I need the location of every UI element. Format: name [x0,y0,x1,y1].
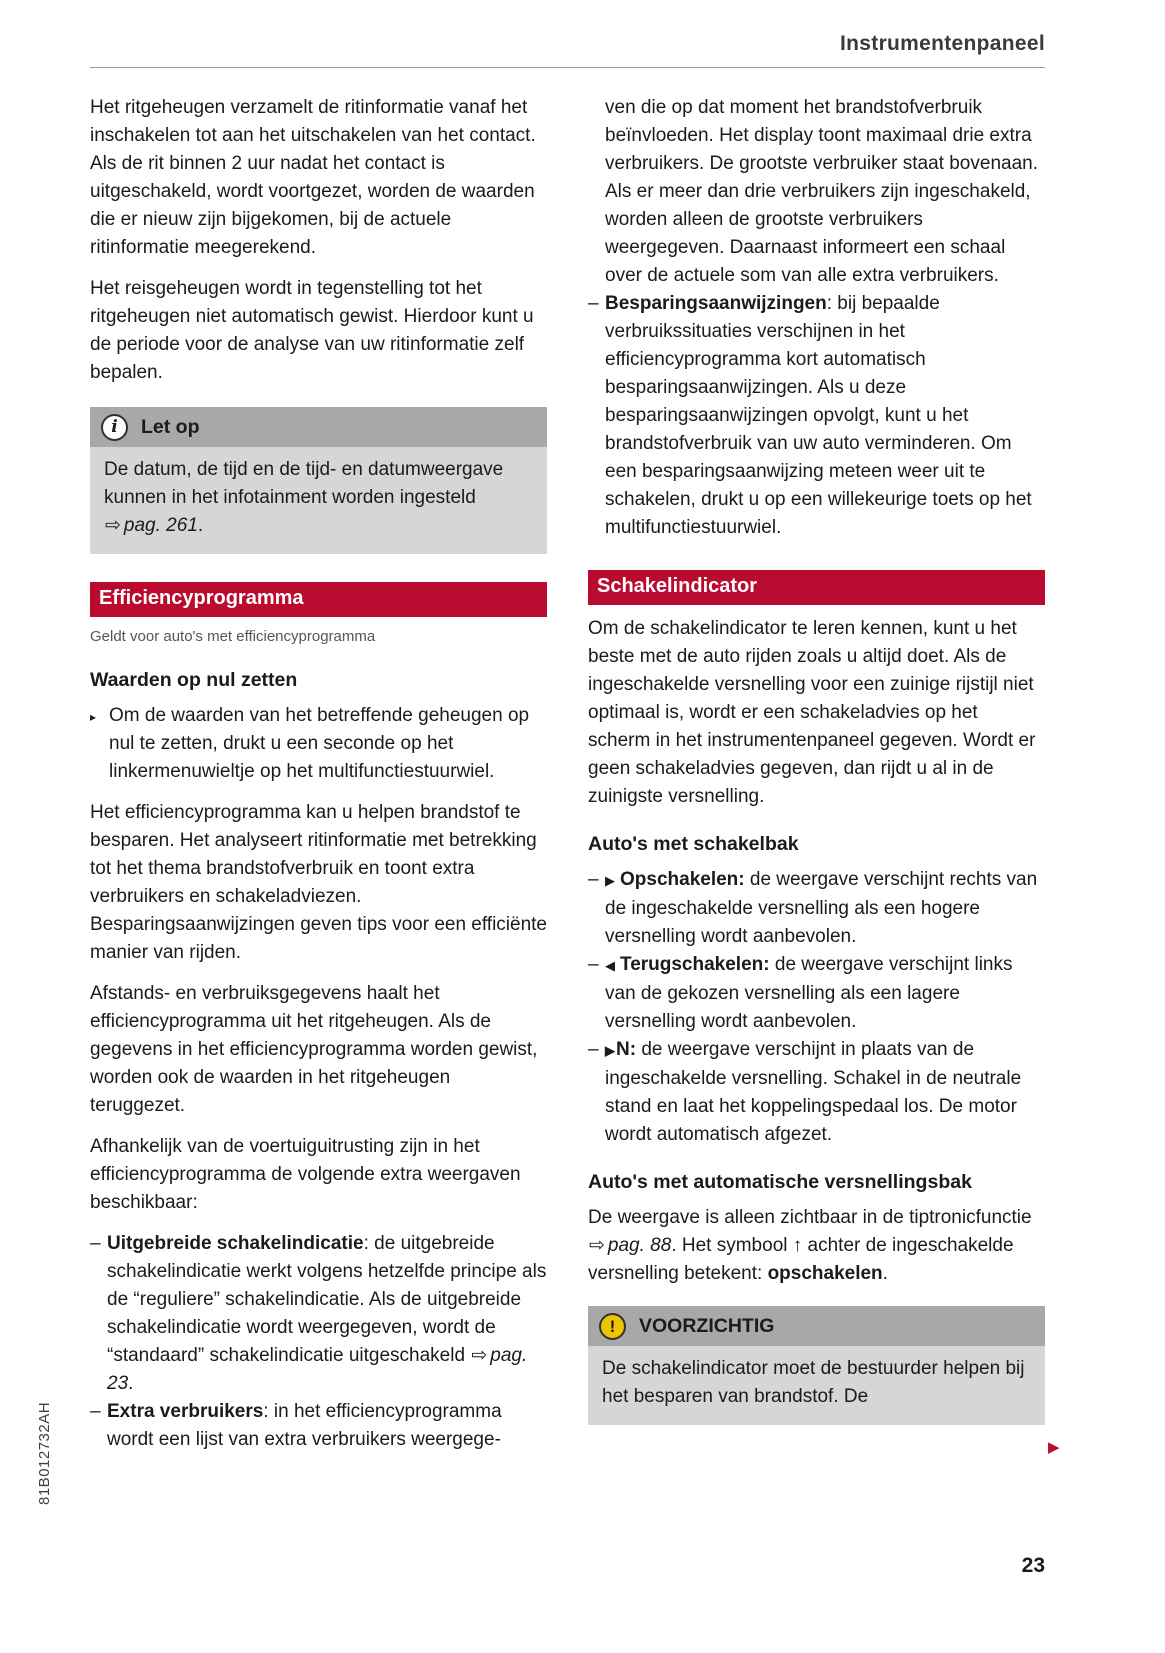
list-item-text: de weergave verschijnt links van de gekozen versnelling als een lagere versnelling wordt aanbevolen. [605,954,1013,1032]
section-header-schakelindicator [588,570,1045,605]
caution-box-title: VOORZICHTIG [639,1315,775,1337]
caution-icon [599,1313,626,1340]
info-icon-glyph: i [111,416,118,437]
list-item-term: Besparingsaanwijzingen [605,293,827,314]
subheading-waarden-op-nul: Waarden op nul zetten [90,669,298,691]
upshift-arrow-icon: ↑ [792,1235,803,1256]
list-item-extra-verbruikers [90,1398,547,1454]
dash-marker: – [588,1039,599,1060]
tiptronic-text-end: . [882,1263,888,1284]
paragraph-schakelindicator-intro: Om de schakelindicator te leren kennen, kunt u het beste met de auto rijden zoals u altijd doet. Als de ingeschakelde versnelling voor een zuinige rijstijl niet optimaal is, wordt er een schakeladvies op het scherm in het instrumentenpaneel gegeven. Wordt er geen schakeladvies gegeven, dan rijdt u al in de zuinigste versnelling. [588,618,1036,807]
spine-code: 81B012732AH [36,1401,53,1505]
tiptronic-text: De weergave is alleen zichtbaar in de tiptronicfunctie [588,1207,1032,1228]
page-ref-arrow-icon: ⇨ [471,1345,488,1366]
info-icon [101,414,128,441]
list-item-besparingsaanwijzingen [588,290,1045,542]
paragraph-ritgeheugen: Het ritgeheugen verzamelt de ritinformatie vanaf het inschakelen tot aan het uitschakelen van het contact. Als de rit binnen 2 uur nadat het contact is uitgeschakeld, wordt voortgezet, worden de waarden die er nieuw zijn bijgekomen, bij de actuele ritinformatie meegerekend. [90,97,536,258]
note-text: De datum, de tijd en de tijd- en datumweergave kunnen in het infotainment worden ingesteld [104,459,504,508]
tiptronic-text: . Het symbool [671,1235,793,1256]
page-number: 23 [1021,1554,1045,1577]
paragraph-extra-weergaven: Afhankelijk van de voertuiguitrusting zijn in het efficiencyprogramma de volgende extra weergaven beschikbaar: [90,1136,521,1213]
note-text-end: . [197,515,204,536]
page-continues-icon: ▶ [1048,1439,1060,1456]
list-item-uitgebreide-schakelindicatie [90,1230,547,1398]
list-item-text: : de uitgebreide schakelindicatie werkt volgens hetzelfde principe als de “reguliere” schakelindicatie. Als de uitgebreide schakelindicatie wordt weergegeven, wordt de “standaard” schakelindicatie uitgeschakeld [107,1233,547,1366]
tiptronic-bold-term: opschakelen [767,1263,883,1284]
note-box [90,407,547,554]
list-item-term: Opschakelen: [620,869,745,890]
list-item-text: ven die op dat moment het brandstofverbruik beïnvloeden. Het display toont maximaal drie extra verbruikers. De grootste verbruiker staat bovenaan. Als er meer dan drie verbruikers zijn ingeschakeld, worden alleen de grootste verbruikers weergegeven. Daarnaast informeert een schaal over de actuele som van alle extra verbruikers. [605,97,1038,286]
caution-box [588,1306,1045,1425]
upshift-triangle-icon: ▶ [605,873,615,888]
left-column [90,94,547,1454]
page-reference: pag. 261 [123,515,198,536]
list-item-opschakelen [588,866,1045,951]
section-header-efficiencyprogramma [90,582,547,617]
subheading-schakelbak: Auto's met schakelbak [588,833,799,855]
list-item-text: de weergave verschijnt rechts van de ingeschakelde versnelling als een hogere versnelling wordt aanbevolen. [605,869,1038,947]
list-item-term: Extra verbruikers [107,1401,264,1422]
subheading-automatische-versnellingsbak: Auto's met automatische versnellingsbak [588,1171,972,1193]
page-reference: pag. 88 [607,1235,672,1256]
section-header-label: Schakelindicator [597,575,758,597]
list-item-text: : bij bepaalde verbruikssituaties verschijnen in het efficiencyprogramma kort automatisch besparingsaanwijzingen. Als u deze besparingsaanwijzingen opvolgt, kunt u het brandstofverbruik van uw auto verminderen. Om een besparingsaanwijzing meteen weer uit te schakelen, drukt u op een willekeurige toets op het multifunctiestuurwiel. [605,293,1032,538]
note-box-header [90,407,547,447]
downshift-triangle-icon: ◀ [605,958,615,973]
paragraph-tiptronic [588,1204,1045,1288]
dash-marker: – [588,869,599,890]
list-item-neutraal [588,1036,1045,1149]
dash-marker: – [588,293,599,314]
list-item-terugschakelen [588,951,1045,1036]
list-item-extra-verbruikers-continuation [588,94,1045,290]
content-columns [90,94,1045,1454]
list-item-term: N: [616,1039,637,1060]
list-item-text: de weergave verschijnt in plaats van de ingeschakelde versnelling. Schakel in de neutrale stand en laat het koppelingspedaal los. De motor wordt automatisch afgezet. [605,1039,1022,1145]
caution-box-header [588,1306,1045,1346]
page-ref-arrow-icon: ⇨ [105,515,121,536]
page-ref-arrow-icon: ⇨ [589,1235,605,1256]
caution-box-body: De schakelindicator moet de bestuurder helpen bij het besparen van brandstof. De [588,1346,1045,1425]
section-header-label: Efficiencyprogramma [99,587,304,609]
list-item-text: : in het efficiencyprogramma wordt een lijst van extra verbruikers weergege- [107,1401,502,1450]
neutral-shift-triangle-icon: ▶ [605,1043,615,1058]
running-header: Instrumentenpaneel [90,30,1045,68]
dash-marker: – [90,1233,101,1254]
page-content [90,30,1045,1454]
tiptronic-text: achter de ingeschakelde versnelling betekent: [588,1235,1014,1284]
note-box-title: Let op [141,416,200,438]
applies-note: Geldt voor auto's met efficiencyprogramma [90,628,376,645]
list-item-term: Terugschakelen: [620,954,770,975]
dash-marker: – [90,1401,101,1422]
right-column [588,94,1045,1454]
bullet-text: Om de waarden van het betreffende geheugen op nul te zetten, drukt u een seconde op het linkermenuwieltje op het multifunctiestuurwiel. [109,705,530,782]
bullet-triangle-icon: ▸ [90,710,97,724]
list-item-text-end: . [128,1373,134,1394]
action-bullet-item [90,702,547,786]
paragraph-reisgeheugen: Het reisgeheugen wordt in tegenstelling tot het ritgeheugen niet automatisch gewist. Hierdoor kunt u de periode voor de analyse van uw ritinformatie zelf bepalen. [90,278,534,383]
caution-icon-glyph: ! [609,1316,616,1336]
dash-marker: – [588,954,599,975]
paragraph-afstands-verbruik: Afstands- en verbruiksgegevens haalt het efficiencyprogramma uit het ritgeheugen. Als de gegevens in het efficiencyprogramma worden gewist, worden ook de waarden in het ritgeheugen teruggezet. [90,983,538,1116]
note-box-body [90,447,547,554]
paragraph-helpen-brandstof: Het efficiencyprogramma kan u helpen brandstof te besparen. Het analyseert ritinformatie met betrekking tot het thema brandstofverbruik en toont extra verbruikers en schakeladviezen. Besparingsaanwijzingen geven tips voor een efficiënte manier van rijden. [90,802,548,963]
list-item-term: Uitgebreide schakelindicatie [107,1233,364,1254]
page-reference: pag. 23 [107,1345,528,1394]
